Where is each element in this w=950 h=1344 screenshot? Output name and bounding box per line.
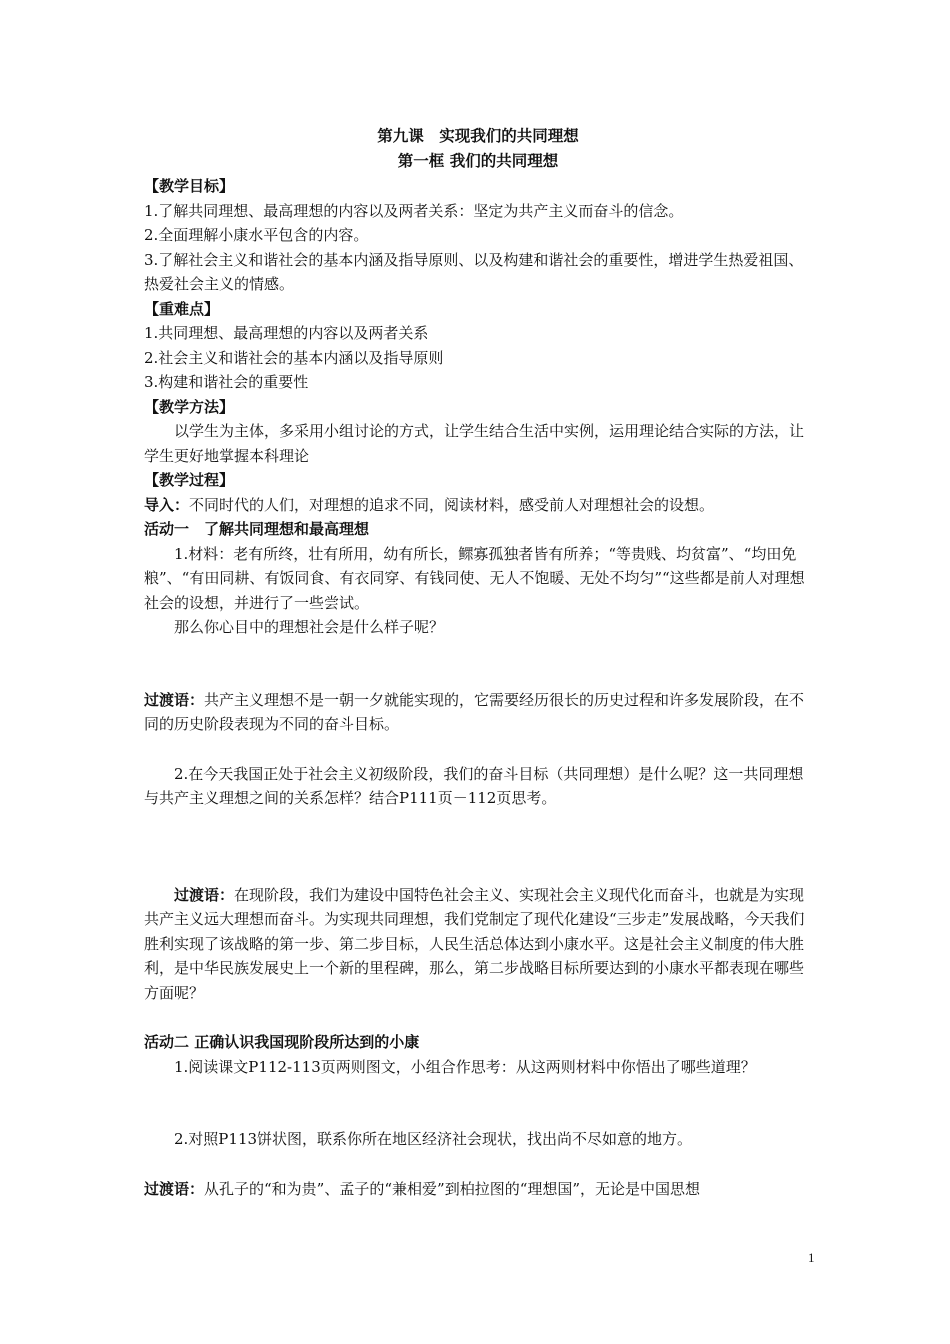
activity1-q2: 2.在今天我国正处于社会主义初级阶段，我们的奋斗目标（共同理想）是什么呢？这一共同理想与共产主义理想之间的关系怎样？结合P111页－112页思考。 [144,764,804,807]
transition-paragraph-1 [144,688,812,737]
blank-space [144,811,812,883]
activity1-question: 那么你心目中的理想社会是什么样子呢？ [174,618,445,636]
activity2-title: 活动二 正确认识我国现阶段所达到的小康 [144,1033,420,1051]
activity1-title: 活动一 了解共同理想和最高理想 [144,520,370,538]
blank-space [144,640,812,688]
section-title: 第一框 我们的共同理想 [397,152,559,170]
transition2-text: 在现阶段，我们为建设中国特色社会主义、实现社会主义现代化而奋斗，也就是为实现共产主义远大理想而奋斗。为实现共同理想，我们党制定了现代化建设“三步走”发展战略，今天我们胜利实现了该战略的第一步、第二步目标，人民生活总体达到小康水平。这是社会主义制度的伟大胜利，是中华民族发展史上一个新的里程碑，那么，第二步战略目标所要达到的小康水平都表现在哪些方面呢？ [144,885,805,1002]
transition-paragraph-3 [144,1177,812,1202]
objectives-heading: 【教学目标】 [144,177,235,195]
transition-paragraph-2 [144,883,812,1006]
blank-space [144,1005,812,1030]
intro-text: 不同时代的人们，对理想的追求不同，阅读材料，感受前人对理想社会的设想。 [189,495,715,514]
key-point-item: 2.社会主义和谐社会的基本内涵以及指导原则 [144,348,444,367]
transition-label: 过渡语： [144,690,205,709]
key-point-item: 1.共同理想、最高理想的内容以及两者关系 [144,324,429,342]
transition1-text: 共产主义理想不是一朝一夕就能实现的，它需要经历很长的历史过程和许多发展阶段，在不同的历史阶段表现为不同的奋斗目标。 [144,690,805,733]
objective-item: 3.了解社会主义和谐社会的基本内涵及指导原则、以及构建和谐社会的重要性，增进学生热爱祖国、热爱社会主义的情感。 [144,250,804,293]
objective-item: 1.了解共同理想、最高理想的内容以及两者关系：坚定为共产主义而奋斗的信念。 [144,201,684,220]
process-heading: 【教学过程】 [144,471,235,489]
activity1-material: 1.材料：老有所终，壮有所用，幼有所长，鳏寡孤独者皆有所养；“等贵贱、均贫富”、“均田免粮”、“有田同耕、有饭同食、有衣同穿、有钱同使、无人不饱暖、无处不均匀”“这些都是前人对理想社会的设想，并进行了一些尝试。 [144,544,805,612]
transition-label: 过渡语： [174,885,235,904]
intro-paragraph [144,493,812,518]
methods-text: 以学生为主体，多采用小组讨论的方式，让学生结合生活中实例，运用理论结合实际的方法，让学生更好地掌握本科理论 [144,422,805,465]
transition-label: 过渡语： [144,1179,205,1198]
objective-item: 2.全面理解小康水平包含的内容。 [144,226,369,244]
key-points-heading: 【重难点】 [144,299,220,318]
activity2-item: 1.阅读课文P112-113页两则图文，小组合作思考：从这两则材料中你悟出了哪些道理？ [174,1057,756,1076]
transition3-text: 从孔子的“和为贵”、孟子的“兼相爱”到柏拉图的“理想国”，无论是中国思想 [204,1179,701,1198]
page-number: 1 [808,1250,815,1265]
key-point-item: 3.构建和谐社会的重要性 [144,373,309,391]
blank-space [144,1079,812,1127]
blank-space [144,737,812,762]
activity2-item: 2.对照P113饼状图，联系你所在地区经济社会现状，找出尚不尽如意的地方。 [174,1130,693,1148]
intro-label: 导入： [144,495,190,514]
methods-heading: 【教学方法】 [144,397,235,416]
lesson-title: 第九课 实现我们的共同理想 [377,127,579,145]
blank-space [144,1152,812,1177]
document-body [144,124,812,1201]
